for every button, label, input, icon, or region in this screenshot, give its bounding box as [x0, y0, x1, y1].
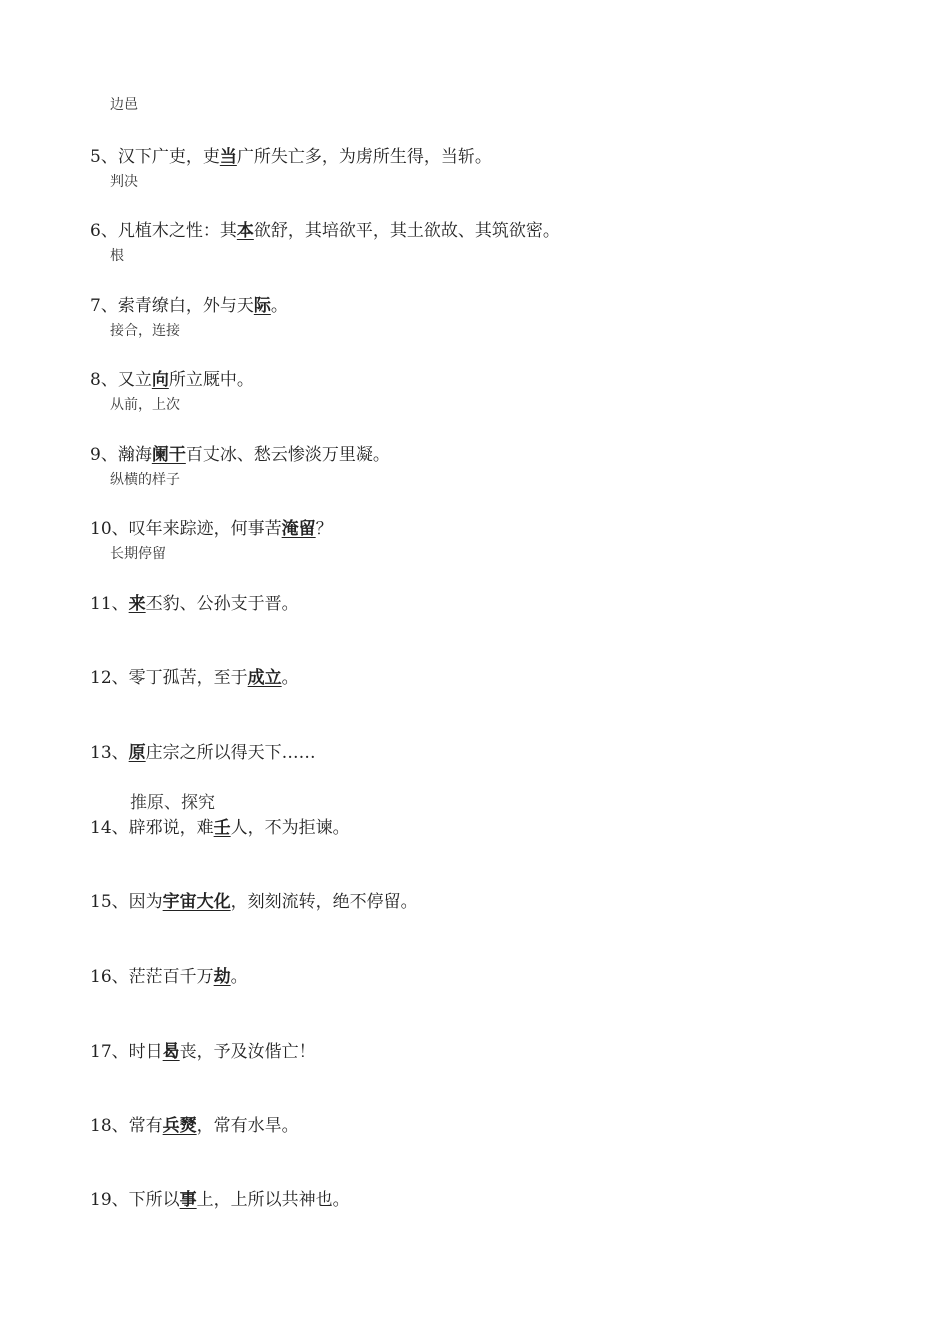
answer-5: 判决 — [110, 174, 138, 190]
keyword: 当 — [219, 147, 237, 167]
item-11: 11、来丕豹、公孙支于晋。 — [90, 594, 299, 614]
item-13: 13、原庄宗之所以得天下…… — [90, 743, 316, 763]
keyword: 宇宙大化 — [162, 892, 231, 912]
keyword: 兵燹 — [162, 1116, 197, 1136]
keyword: 曷 — [162, 1042, 180, 1062]
item-19: 19、下所以事上，上所以共神也。 — [90, 1190, 350, 1210]
keyword: 壬 — [213, 818, 231, 838]
item-18: 18、常有兵燹，常有水旱。 — [90, 1116, 299, 1136]
item-10: 10、叹年来踪迹，何事苦淹留？ — [90, 519, 333, 539]
answer-6: 根 — [110, 248, 124, 264]
item-7: 7、索青缭白，外与天际。 — [90, 296, 288, 316]
keyword: 劫 — [213, 967, 231, 987]
answer-9: 纵横的样子 — [110, 472, 180, 488]
item-5: 5、汉下广吏，吏当广所失亡多，为虏所生得，当斩。 — [90, 147, 492, 167]
item-14: 14、辟邪说，难壬人，不为拒谏。 — [90, 818, 350, 838]
item-8: 8、又立向所立厩中。 — [90, 370, 254, 390]
keyword: 事 — [179, 1190, 197, 1210]
item-15: 15、因为宇宙大化，刻刻流转，绝不停留。 — [90, 892, 418, 912]
keyword: 来 — [128, 594, 146, 614]
answer-13: 推原、探究 — [130, 793, 215, 813]
item-17: 17、时日曷丧，予及汝偕亡！ — [90, 1042, 316, 1062]
keyword: 淹留 — [281, 519, 316, 539]
item-12: 12、零丁孤苦，至于成立。 — [90, 668, 299, 688]
keyword: 本 — [236, 221, 254, 241]
answer-10: 长期停留 — [110, 546, 166, 562]
item-6: 6、凡植木之性：其本欲舒，其培欲平，其土欲故、其筑欲密。 — [90, 221, 560, 241]
item-9: 9、瀚海阑干百丈冰、愁云惨淡万里凝。 — [90, 445, 390, 465]
answer-8: 从前，上次 — [110, 397, 180, 413]
answer-top: 边邑 — [110, 97, 138, 113]
item-16: 16、茫茫百千万劫。 — [90, 967, 248, 987]
keyword: 成立 — [247, 668, 282, 688]
answer-7: 接合，连接 — [110, 323, 180, 339]
keyword: 原 — [128, 743, 146, 763]
keyword: 际 — [253, 296, 271, 316]
keyword: 阑干 — [151, 445, 186, 465]
keyword: 向 — [151, 370, 169, 390]
